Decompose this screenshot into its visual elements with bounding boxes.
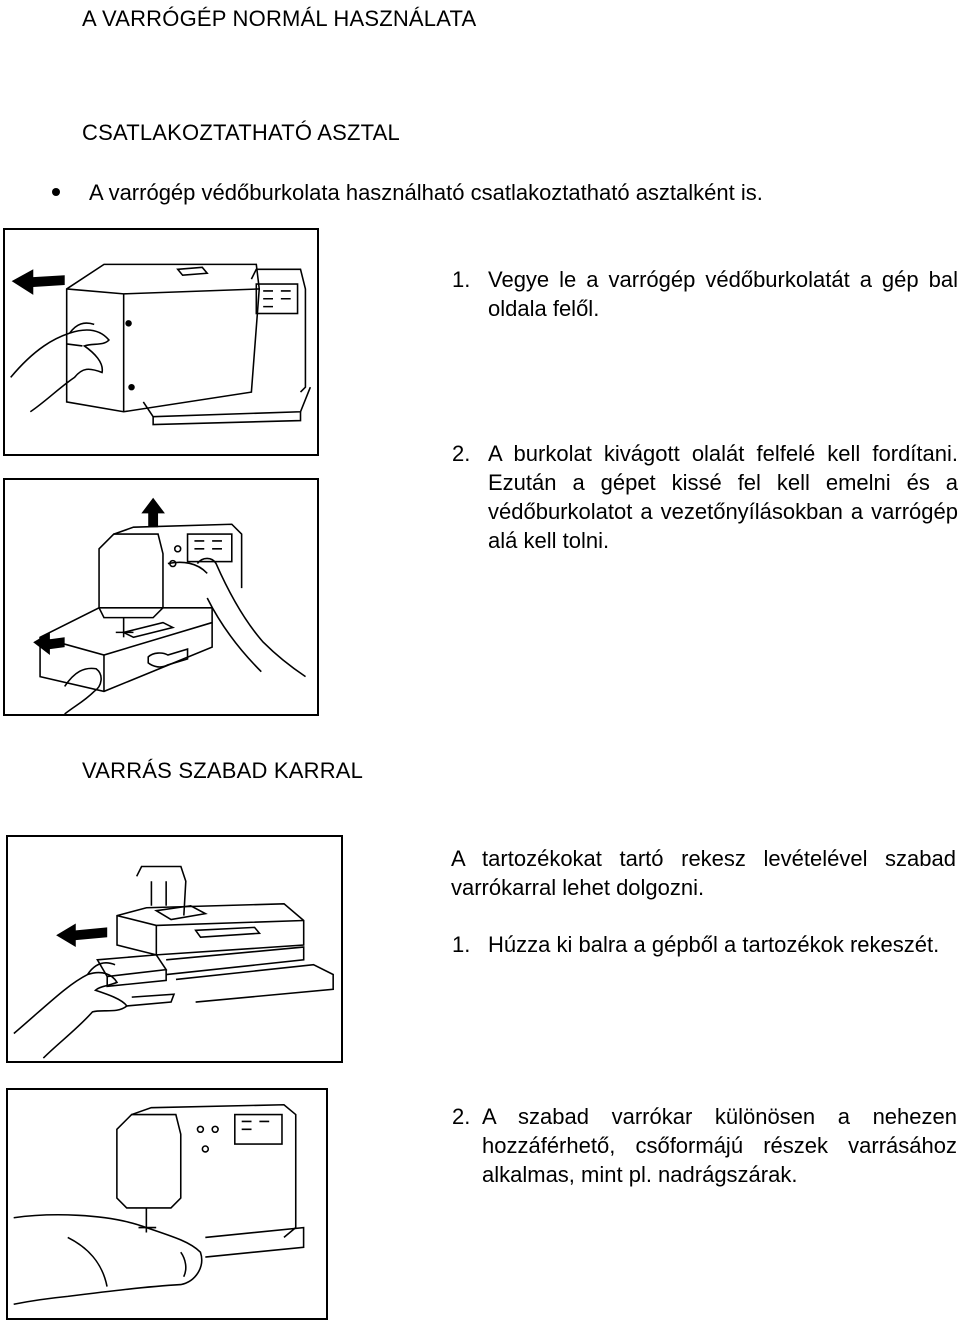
arrow-left-icon: [56, 923, 107, 947]
step-1-cover: [452, 265, 958, 323]
step-2-cover: [452, 439, 958, 555]
step-text: A szabad varrókar különösen a nehezen hozzáférhető, csőformájú részek varrásához alkalmas, mint pl. nadrágszárak.: [482, 1104, 957, 1187]
step-text: Vegye le a varrógép védőburkolatát a gép bal oldala felől.: [488, 267, 958, 321]
bullet-text: A varrógép védőburkolata használható csatlakoztatható asztalként is.: [89, 180, 763, 205]
step-number: 1.: [452, 932, 471, 957]
step-2-free-arm: [452, 1102, 957, 1189]
step-text: Húzza ki balra a gépből a tartozékok rekeszét.: [488, 932, 940, 957]
bullet-icon: [52, 188, 60, 196]
illustration-free-arm-sewing: [8, 1090, 326, 1318]
page-title: A VARRÓGÉP NORMÁL HASZNÁLATA: [82, 6, 477, 31]
figure-remove-accessory-box: [6, 835, 343, 1063]
free-arm-intro: A tartozékokat tartó rekesz levételével szabad varrókarral lehet dolgozni.: [451, 846, 956, 900]
figure-slide-cover: [3, 478, 319, 716]
illustration-remove-cover: [5, 230, 317, 454]
illustration-slide-cover: [5, 480, 317, 714]
step-number: 1.: [452, 267, 471, 292]
section-heading-free-arm: VARRÁS SZABAD KARRAL: [82, 758, 364, 783]
figure-remove-cover: [3, 228, 319, 456]
step-text: A burkolat kivágott olalát felfelé kell fordítani. Ezután a gépet kissé fel kell emelni és a védőburkolatot a vezetőnyílásokban a varrógép alá kell tolni.: [488, 441, 958, 553]
step-number: 2.: [452, 441, 471, 466]
arrow-right-icon: [33, 632, 64, 655]
illustration-remove-accessory-box: [8, 837, 341, 1061]
arrow-left-icon: [12, 269, 65, 295]
step-1-free-arm: [452, 930, 957, 959]
arrow-up-icon: [141, 498, 165, 527]
figure-free-arm-sewing: [6, 1088, 328, 1320]
step-number: 2.: [452, 1104, 471, 1129]
section-heading-connectable-table: CSATLAKOZTATHATÓ ASZTAL: [82, 120, 400, 145]
